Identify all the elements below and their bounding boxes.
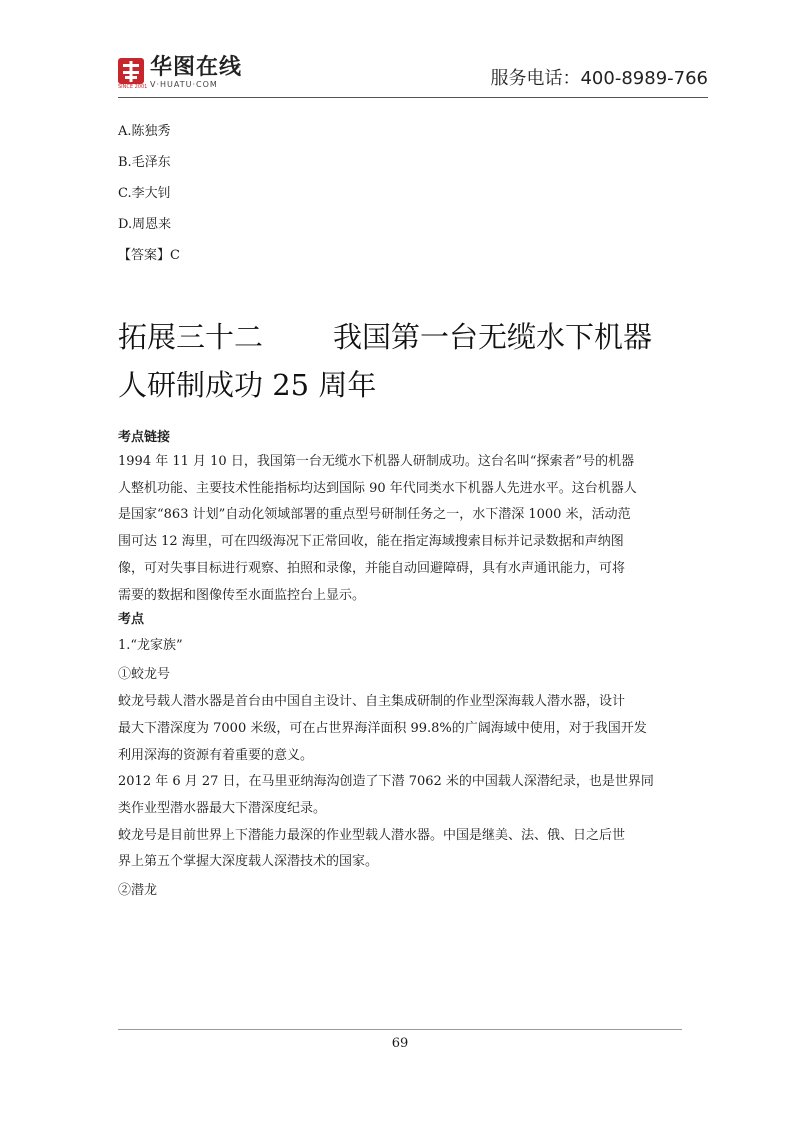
text-line: 最大下潜深度为 7000 米级，可在占世界海洋面积 99.8%的广阔海域中使用，对于我国开发 xyxy=(118,720,647,736)
text-line: 像，可对失事目标进行观察、拍照和录像，并能自动回避障碍，具有水声通讯能力，可将 xyxy=(118,560,626,576)
text-line: 利用深海的资源有着重要的意义。 xyxy=(118,747,314,763)
option-c: C.李大钊 xyxy=(118,186,171,201)
text-line: 蛟龙号是目前世界上下潜能力最深的作业型载人潜水器。中国是继美、法、俄、日之后世 xyxy=(118,827,626,843)
jiaolong-paragraph-1 xyxy=(118,689,688,769)
extension-title xyxy=(118,313,688,409)
link-heading: 考点链接 xyxy=(118,430,171,445)
text-line: 类作业型潜水器最大下潜深度纪录。 xyxy=(118,801,327,817)
text-line: 界上第五个掌握大深度载人深潜技术的国家。 xyxy=(118,854,379,870)
logo-since: SINCE 2001 xyxy=(118,84,148,90)
option-list xyxy=(118,116,688,240)
text-line: 1994 年 11 月 10 日，我国第一台无缆水下机器人研制成功。这台名叫“探索者”号的机器 xyxy=(118,454,635,469)
text-line: 蛟龙号载人潜水器是首台由中国自主设计、自主集成研制的作业型深海载人潜水器，设计 xyxy=(118,694,626,710)
item-dragon-family: 1.“龙家族” xyxy=(118,638,183,654)
option-d: D.周恩来 xyxy=(118,217,172,232)
header-divider xyxy=(118,97,708,98)
title-topic: 我国第一台无缆水下机器 xyxy=(333,320,653,354)
option-a: A.陈独秀 xyxy=(118,124,171,139)
page-header xyxy=(118,50,708,98)
service-hotline: 服务电话：400-8989-766 xyxy=(490,68,708,89)
text-line: 人整机功能、主要技术性能指标均达到国际 90 年代同类水下机器人先进水平。这台机器人 xyxy=(118,480,637,496)
title-number: 拓展三十二 xyxy=(118,320,264,354)
text-line: 2012 年 6 月 27 日，在马里亚纳海沟创造了下潜 7062 米的中国载人深潜纪录，也是世界同 xyxy=(118,774,654,790)
title-line-2: 人研制成功 25 周年 xyxy=(118,368,377,402)
footer-divider xyxy=(118,1029,682,1030)
jiaolong-paragraph-3 xyxy=(118,823,688,876)
page-number: 69 xyxy=(391,1036,409,1051)
text-line: 是国家“863 计划”自动化领域部署的重点型号研制任务之一，水下潜深 1000 米，活动范 xyxy=(118,507,631,523)
text-line: 需要的数据和图像传至水面监控台上显示。 xyxy=(118,587,366,603)
jiaolong-paragraph-2 xyxy=(118,769,688,822)
item-qianlong: ②潜龙 xyxy=(118,883,158,899)
option-b: B.毛泽东 xyxy=(118,155,171,170)
page-content xyxy=(118,116,688,905)
link-paragraph xyxy=(118,449,688,609)
logo-domain: V·HUATU·COM xyxy=(150,80,218,89)
point-heading: 考点 xyxy=(118,612,145,628)
logo-name: 华图在线 xyxy=(150,55,243,80)
item-jiaolong: ①蛟龙号 xyxy=(118,667,171,683)
text-line: 围可达 12 海里，可在四级海况下正常回收，能在指定海域搜索目标并记录数据和声纳图 xyxy=(118,534,624,550)
answer-line: 【答案】C xyxy=(118,248,180,263)
